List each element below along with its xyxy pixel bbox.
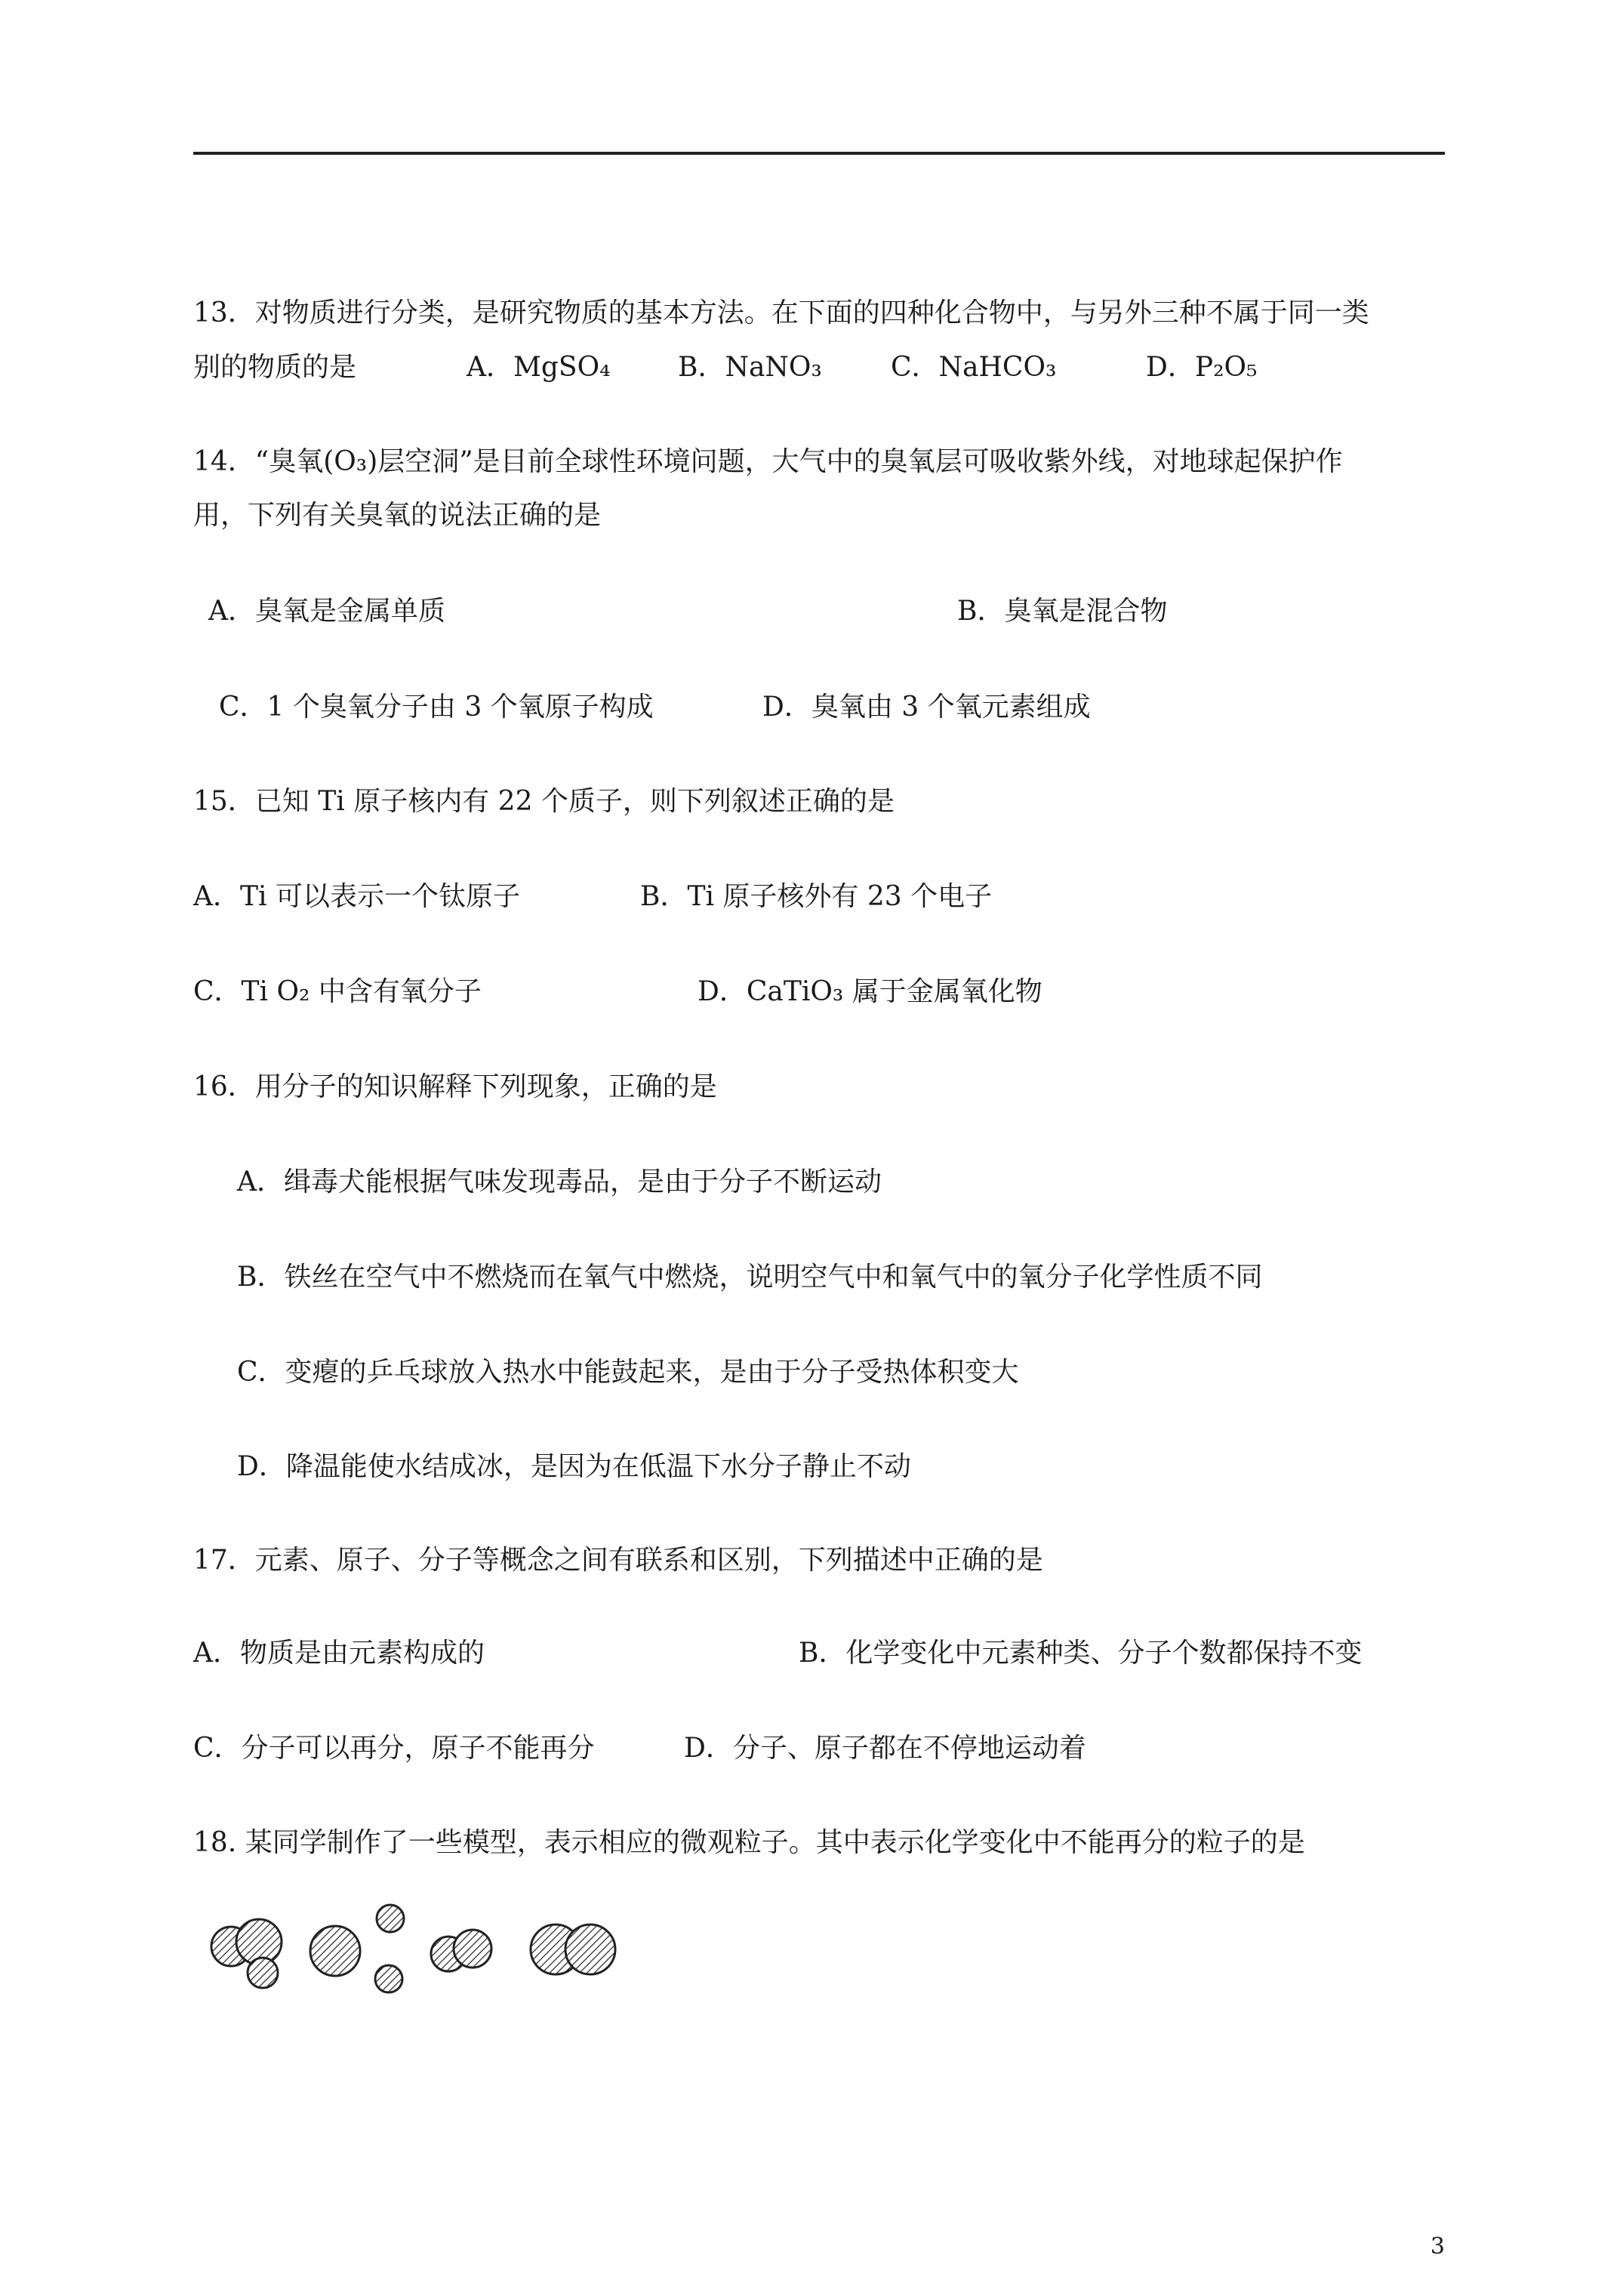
q15-option-b: B．Ti 原子核外有 23 个电子 (640, 881, 993, 912)
q14-option-c: C．1 个臭氧分子由 3 个氧原子构成 (219, 692, 654, 723)
page-number: 3 (1430, 2233, 1445, 2260)
q17-option-d: D．分子、原子都在不停地运动着 (684, 1733, 1086, 1764)
q15-option-d: D．CaTiO₃ 属于金属氧化物 (698, 976, 1042, 1007)
q14-line2: 用，下列有关臭氧的说法正确的是 (193, 500, 602, 531)
q16-option-c: C．变瘪的乒乓球放入热水中能鼓起来，是由于分子受热体积变大 (237, 1357, 1019, 1388)
q15-stem: 15．已知 Ti 原子核内有 22 个质子，则下列叙述正确的是 (193, 786, 895, 817)
particle-model-2 (310, 1905, 404, 1992)
q16-option-b: B．铁丝在空气中不燃烧而在氧气中燃烧，说明空气中和氧气中的氧分子化学性质不同 (237, 1262, 1263, 1293)
particle-model-1 (211, 1919, 282, 1988)
q15-option-a: A．Ti 可以表示一个钛原子 (193, 881, 520, 912)
q17-option-c: C．分子可以再分，原子不能再分 (193, 1733, 595, 1764)
q13-option-c: C．NaHCO₃ (891, 352, 1057, 383)
q17-option-b: B．化学变化中元素种类、分子个数都保持不变 (799, 1638, 1363, 1669)
q13-line1: 13．对物质进行分类，是研究物质的基本方法。在下面的四种化合物中，与另外三种不属于同一类 (193, 297, 1369, 328)
q16-option-d: D．降温能使水结成冰，是因为在低温下水分子静止不动 (237, 1451, 911, 1482)
q16-option-a: A．缉毒犬能根据气味发现毒品，是由于分子不断运动 (237, 1166, 882, 1197)
q16-stem: 16．用分子的知识解释下列现象，正确的是 (193, 1071, 717, 1102)
particle-model-4 (531, 1925, 615, 1974)
q14-option-b: B．臭氧是混合物 (957, 596, 1168, 627)
header-rule (193, 152, 1445, 155)
q13-option-d: D．P₂O₅ (1146, 352, 1258, 383)
q14-option-d: D．臭氧由 3 个氧元素组成 (762, 692, 1091, 723)
q13-option-b: B．NaNO₃ (678, 352, 822, 383)
q17-stem: 17．元素、原子、分子等概念之间有联系和区别，下列描述中正确的是 (193, 1545, 1043, 1576)
particle-models-figure (202, 1894, 633, 1999)
q13-line2: 别的物质的是 (193, 352, 357, 383)
q15-option-c: C．Ti O₂ 中含有氧分子 (193, 976, 482, 1007)
particle-model-3 (431, 1930, 491, 1971)
q14-line1: 14．“臭氧(O₃)层空洞”是目前全球性环境问题，大气中的臭氧层可吸收紫外线，对地球起保护作 (193, 446, 1343, 477)
q13-option-a: A．MgSO₄ (467, 352, 611, 383)
q14-option-a: A．臭氧是金属单质 (208, 596, 445, 627)
q17-option-a: A．物质是由元素构成的 (193, 1638, 485, 1669)
q18-stem: 18. 某同学制作了一些模型，表示相应的微观粒子。其中表示化学变化中不能再分的粒子的是 (193, 1827, 1305, 1858)
